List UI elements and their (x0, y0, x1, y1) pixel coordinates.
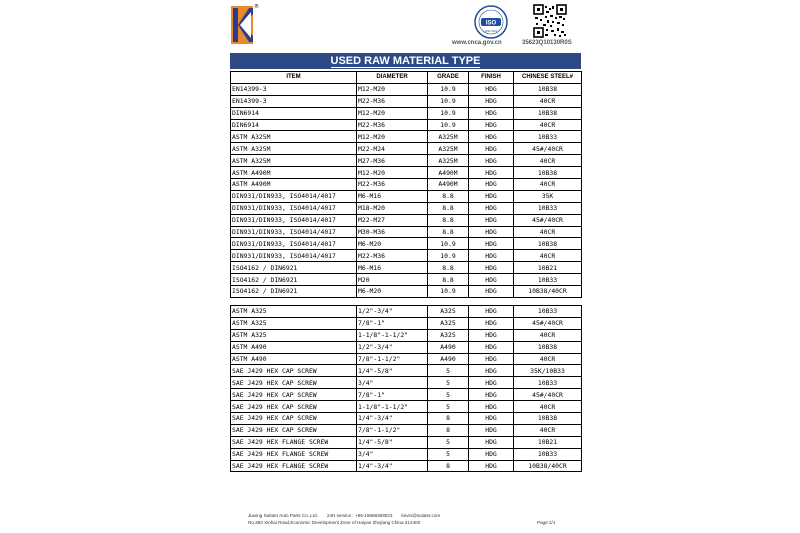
cell-finish: HDG (469, 389, 514, 401)
table-row (231, 436, 582, 448)
cell-chinese-steel: 10B38/40CR (514, 286, 582, 298)
cell-grade: A490M (428, 179, 469, 191)
cell-finish: HDG (469, 353, 514, 365)
cell-item: ASTM A490M (231, 167, 357, 179)
cell-item: ISO4162 / DIN6921 (231, 274, 357, 286)
cell-item: DIN6914 (231, 119, 357, 131)
cell-finish: HDG (469, 262, 514, 274)
iso-badge-text: 9001:2015 (484, 30, 498, 33)
cell-item: DIN931/DIN933, ISO4014/4017 (231, 238, 357, 250)
table-row (231, 119, 582, 131)
cell-chinese-steel: 40CR (514, 250, 582, 262)
cell-chinese-steel: 10B21 (514, 262, 582, 274)
cell-item: DIN931/DIN933, ISO4014/4017 (231, 202, 357, 214)
cell-item: DIN931/DIN933, ISO4014/4017 (231, 214, 357, 226)
cell-item: ASTM A490 (231, 341, 357, 353)
cell-finish: HDG (469, 95, 514, 107)
iso-certification-seal (474, 5, 508, 39)
registered-mark: ® (254, 4, 259, 10)
cell-chinese-steel: 40CR (514, 329, 582, 341)
cell-item: ASTM A325M (231, 131, 357, 143)
table-row (231, 95, 582, 107)
cell-grade: 10.9 (428, 119, 469, 131)
cell-grade: 5 (428, 377, 469, 389)
cell-chinese-steel: 10B38 (514, 341, 582, 353)
table-row (231, 306, 582, 318)
cell-chinese-steel: 40CR (514, 179, 582, 191)
cell-grade: 8.8 (428, 226, 469, 238)
footer-service-phone: 24H service : +86-15858369023 (326, 513, 393, 518)
cell-diameter: 1/2"-3/4" (357, 306, 428, 318)
cell-item: ASTM A490 (231, 353, 357, 365)
cell-chinese-steel: 10B33 (514, 274, 582, 286)
cell-chinese-steel: 10B38 (514, 238, 582, 250)
document-title-text: USED RAW MATERIAL TYPE (330, 55, 481, 67)
cell-finish: HDG (469, 131, 514, 143)
cell-grade: A490 (428, 353, 469, 365)
cell-grade: 8.8 (428, 262, 469, 274)
cell-grade: A325M (428, 131, 469, 143)
table-row (231, 377, 582, 389)
footer-address: No.383 Xinhai Road,Economic Development Zone of Haiyan Zhejiang China 314300 (248, 520, 421, 525)
cell-item: SAE J429 HEX FLANGE SCREW (231, 460, 357, 472)
table-row (231, 155, 582, 167)
cell-chinese-steel: 45#/40CR (514, 143, 582, 155)
cell-item: SAE J429 HEX FLANGE SCREW (231, 436, 357, 448)
table-header-row (231, 72, 582, 84)
cell-diameter: 7/8"-1" (357, 389, 428, 401)
cell-chinese-steel: 40CR (514, 155, 582, 167)
table-row (231, 143, 582, 155)
cell-chinese-steel: 10B21 (514, 436, 582, 448)
cell-item: SAE J429 HEX CAP SCREW (231, 401, 357, 413)
cell-item: DIN931/DIN933, ISO4014/4017 (231, 250, 357, 262)
table-row (231, 131, 582, 143)
cell-grade: 5 (428, 448, 469, 460)
cell-chinese-steel: 10B33 (514, 306, 582, 318)
cell-diameter: M22-M27 (357, 214, 428, 226)
cell-item: SAE J429 HEX CAP SCREW (231, 413, 357, 425)
cell-finish: HDG (469, 190, 514, 202)
table-row (231, 238, 582, 250)
cell-finish: HDG (469, 226, 514, 238)
column-header-item: ITEM (231, 72, 357, 84)
table-row (231, 448, 582, 460)
cell-finish: HDG (469, 460, 514, 472)
cell-item: SAE J429 HEX CAP SCREW (231, 424, 357, 436)
table-row (231, 202, 582, 214)
cell-grade: 10.9 (428, 250, 469, 262)
cell-finish: HDG (469, 448, 514, 460)
cell-diameter: 1/4"-5/8" (357, 365, 428, 377)
cell-diameter: M6-M20 (357, 286, 428, 298)
cell-chinese-steel: 45#/40CR (514, 214, 582, 226)
cell-finish: HDG (469, 143, 514, 155)
cell-diameter: 1/4"-3/4" (357, 460, 428, 472)
cell-grade: 10.9 (428, 107, 469, 119)
table-row (231, 413, 582, 425)
cell-diameter: M12-M20 (357, 107, 428, 119)
cell-chinese-steel: 10B38 (514, 107, 582, 119)
cell-grade: 5 (428, 365, 469, 377)
cell-finish: HDG (469, 83, 514, 95)
cell-item: ASTM A325M (231, 155, 357, 167)
cell-grade: 8.8 (428, 214, 469, 226)
cell-diameter: M12-M20 (357, 167, 428, 179)
cell-item: ISO4162 / DIN6921 (231, 286, 357, 298)
cell-item: DIN931/DIN933, ISO4014/4017 (231, 226, 357, 238)
cell-item: DIN6914 (231, 107, 357, 119)
cell-chinese-steel: 10B33 (514, 131, 582, 143)
cell-grade: 8.8 (428, 202, 469, 214)
column-header-finish: FINISH (469, 72, 514, 84)
cell-grade: 5 (428, 401, 469, 413)
qr-code-image (533, 4, 567, 38)
table-row (231, 329, 582, 341)
cell-item: SAE J429 HEX CAP SCREW (231, 389, 357, 401)
cell-grade: A325M (428, 143, 469, 155)
table-body (231, 83, 582, 297)
cell-finish: HDG (469, 202, 514, 214)
cell-diameter: M6-M16 (357, 262, 428, 274)
website-url: www.cnca.gov.cn (452, 40, 502, 46)
cell-grade: 10.9 (428, 83, 469, 95)
cell-chinese-steel: 35K/10B33 (514, 365, 582, 377)
cell-finish: HDG (469, 306, 514, 318)
cell-diameter: M30-M36 (357, 226, 428, 238)
cell-diameter: M20 (357, 274, 428, 286)
company-logo (231, 6, 253, 44)
cell-diameter: M22-M36 (357, 250, 428, 262)
cell-finish: HDG (469, 341, 514, 353)
cell-item: DIN931/DIN933, ISO4014/4017 (231, 190, 357, 202)
cell-diameter: M22-M24 (357, 143, 428, 155)
cell-item: ASTM A325M (231, 143, 357, 155)
cell-finish: HDG (469, 214, 514, 226)
table-row (231, 226, 582, 238)
cell-diameter: M27-M36 (357, 155, 428, 167)
cell-finish: HDG (469, 329, 514, 341)
cell-item: ASTM A325 (231, 317, 357, 329)
cell-item: ASTM A325 (231, 306, 357, 318)
cell-grade: 10.9 (428, 95, 469, 107)
cell-chinese-steel: 35K (514, 190, 582, 202)
cell-finish: HDG (469, 317, 514, 329)
cell-grade: 8 (428, 424, 469, 436)
cell-chinese-steel: 40CR (514, 424, 582, 436)
table-row (231, 167, 582, 179)
material-table-metric (230, 71, 582, 298)
cell-chinese-steel: 40CR (514, 401, 582, 413)
table-row (231, 262, 582, 274)
column-header-grade: GRADE (428, 72, 469, 84)
cell-finish: HDG (469, 250, 514, 262)
cell-grade: 8.8 (428, 190, 469, 202)
table-row (231, 389, 582, 401)
cell-diameter: 1-1/8"-1-1/2" (357, 401, 428, 413)
cell-item: ISO4162 / DIN6921 (231, 262, 357, 274)
cell-finish: HDG (469, 365, 514, 377)
cell-diameter: M12-M20 (357, 131, 428, 143)
cell-item: ASTM A490M (231, 179, 357, 191)
table-row (231, 286, 582, 298)
cell-item: EN14399-3 (231, 95, 357, 107)
cell-diameter: 7/8"-1" (357, 317, 428, 329)
cell-chinese-steel: 10B33 (514, 377, 582, 389)
cell-chinese-steel: 10B38 (514, 83, 582, 95)
cell-grade: 5 (428, 389, 469, 401)
cell-diameter: 7/8"-1-1/2" (357, 353, 428, 365)
table-row (231, 250, 582, 262)
table-row (231, 107, 582, 119)
cell-diameter: 1/4"-5/8" (357, 436, 428, 448)
cell-chinese-steel: 40CR (514, 95, 582, 107)
cell-grade: A325 (428, 329, 469, 341)
cell-diameter: 1/2"-3/4" (357, 341, 428, 353)
cell-grade: 5 (428, 436, 469, 448)
cell-item: ASTM A325 (231, 329, 357, 341)
cell-chinese-steel: 10B38/40CR (514, 460, 582, 472)
cell-chinese-steel: 40CR (514, 119, 582, 131)
table-row (231, 353, 582, 365)
cell-diameter: M6-M20 (357, 238, 428, 250)
table-body (231, 306, 582, 472)
cell-item: SAE J429 HEX FLANGE SCREW (231, 448, 357, 460)
cell-finish: HDG (469, 107, 514, 119)
table-row (231, 424, 582, 436)
table-row (231, 460, 582, 472)
cell-finish: HDG (469, 436, 514, 448)
page-number: Page:1/1 (537, 520, 556, 525)
cell-item: SAE J429 HEX CAP SCREW (231, 365, 357, 377)
cell-chinese-steel: 10B33 (514, 202, 582, 214)
cell-item: EN14399-3 (231, 83, 357, 95)
cell-diameter: M18-M20 (357, 202, 428, 214)
cell-diameter: 1-1/8"-1-1/2" (357, 329, 428, 341)
cell-grade: A490 (428, 341, 469, 353)
footer-company: Jiaxing Sulater Auto Parts Co.,Ltd. (248, 513, 318, 518)
cell-diameter: 7/8"-1-1/2" (357, 424, 428, 436)
cell-finish: HDG (469, 413, 514, 425)
cell-grade: A325M (428, 155, 469, 167)
table-row (231, 214, 582, 226)
table-row (231, 317, 582, 329)
cell-diameter: 3/4" (357, 377, 428, 389)
cell-finish: HDG (469, 179, 514, 191)
cell-grade: 8.8 (428, 274, 469, 286)
svg-text:ISO: ISO (485, 20, 497, 27)
cell-grade: 10.9 (428, 286, 469, 298)
cell-grade: A325 (428, 317, 469, 329)
cell-chinese-steel: 10B38 (514, 167, 582, 179)
cell-grade: 8 (428, 460, 469, 472)
cell-diameter: 3/4" (357, 448, 428, 460)
cell-finish: HDG (469, 238, 514, 250)
cell-diameter: 1/4"-3/4" (357, 413, 428, 425)
material-table-imperial (230, 305, 582, 472)
cell-finish: HDG (469, 274, 514, 286)
cell-diameter: M22-M36 (357, 179, 428, 191)
cell-finish: HDG (469, 155, 514, 167)
cell-chinese-steel: 45#/40CR (514, 317, 582, 329)
cell-diameter: M22-M36 (357, 95, 428, 107)
cell-chinese-steel: 40CR (514, 353, 582, 365)
cell-item: SAE J429 HEX CAP SCREW (231, 377, 357, 389)
cell-finish: HDG (469, 119, 514, 131)
table-row (231, 341, 582, 353)
table-row (231, 190, 582, 202)
cell-grade: A490M (428, 167, 469, 179)
footer-email: kevin@sulater.com (401, 513, 441, 518)
cell-diameter: M6-M16 (357, 190, 428, 202)
column-header-chinese-steel: CHINESE STEEL# (514, 72, 582, 84)
cell-grade: 10.9 (428, 238, 469, 250)
cell-finish: HDG (469, 377, 514, 389)
cell-diameter: M22-M36 (357, 119, 428, 131)
cell-finish: HDG (469, 167, 514, 179)
table-row (231, 179, 582, 191)
table-row (231, 83, 582, 95)
column-header-diameter: DIAMETER (357, 72, 428, 84)
cell-chinese-steel: 40CR (514, 226, 582, 238)
table-row (231, 401, 582, 413)
certificate-number: 35623Q10130R0S (522, 40, 572, 46)
cell-chinese-steel: 10B38 (514, 413, 582, 425)
cell-chinese-steel: 45#/40CR (514, 389, 582, 401)
document-title (230, 53, 581, 69)
cell-grade: A325 (428, 306, 469, 318)
footer-contact-line (248, 513, 440, 518)
cell-grade: 8 (428, 413, 469, 425)
table-row (231, 274, 582, 286)
cell-finish: HDG (469, 286, 514, 298)
table-row (231, 365, 582, 377)
cell-finish: HDG (469, 401, 514, 413)
cell-finish: HDG (469, 424, 514, 436)
cell-chinese-steel: 10B33 (514, 448, 582, 460)
cell-diameter: M12-M20 (357, 83, 428, 95)
